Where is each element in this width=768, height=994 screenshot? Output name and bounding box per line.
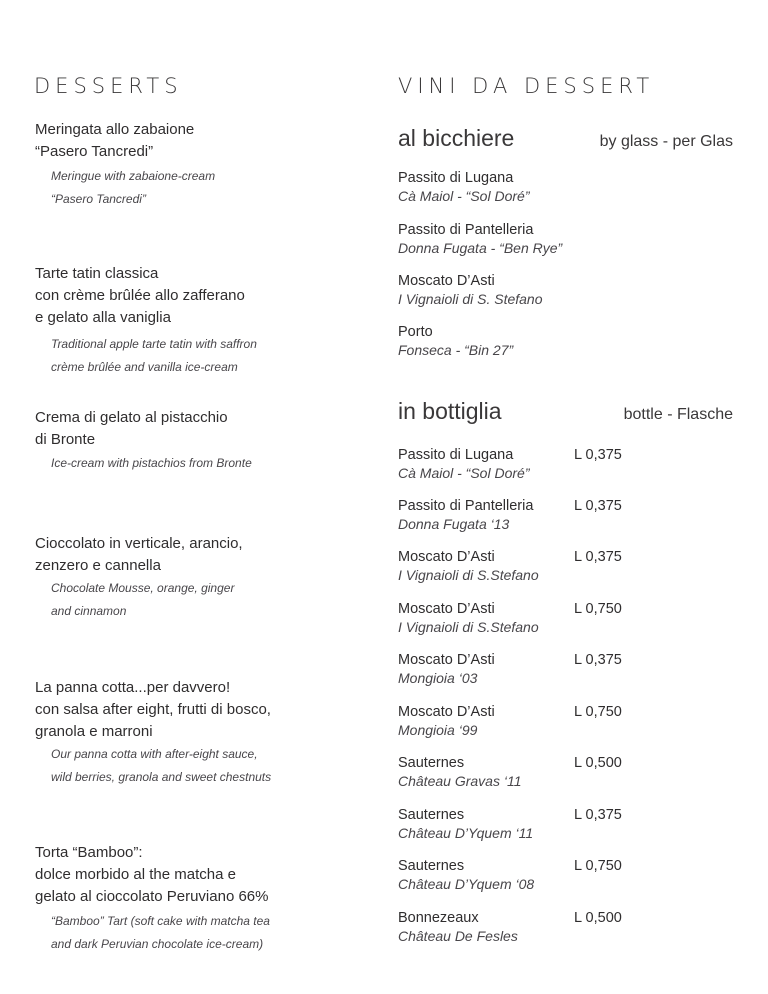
by-bottle-note: bottle - Flasche — [623, 406, 733, 423]
wine-name: Sauternes — [398, 807, 465, 823]
bottle-size: L 0,375 — [574, 652, 622, 668]
dessert-name: Crema di gelato al pistacchio di Bronte — [35, 409, 228, 448]
bottle-size: L 0,375 — [574, 498, 622, 514]
wine-producer: Château Gravas ‘11 — [398, 773, 522, 789]
dessert-name: Torta “Bamboo”: dolce morbido al the matcha e gelato al cioccolato Peruviano 66% — [35, 844, 269, 905]
wine-producer: Château D’Yquem ‘11 — [398, 825, 534, 841]
desserts-title: DESSERTS — [34, 74, 183, 98]
by-glass-note: by glass - per Glas — [599, 133, 733, 150]
glass-wine-item — [398, 272, 658, 308]
wine-name: Porto — [398, 324, 433, 340]
bottle-wine-item — [398, 497, 738, 533]
bottle-wine-item — [398, 446, 738, 482]
dessert-name: Meringata allo zabaione “Pasero Tancredi” — [35, 121, 195, 160]
by-bottle-header — [398, 398, 733, 425]
dessert-description: Chocolate Mousse, orange, ginger and cinnamon — [51, 581, 235, 618]
wine-name: Moscato D’Asti — [398, 549, 495, 565]
by-glass-header — [398, 125, 733, 152]
bottle-size: L 0,500 — [574, 755, 622, 771]
dessert-item — [35, 677, 365, 789]
wine-producer: Château D’Yquem ‘08 — [398, 876, 535, 892]
wine-name: Bonnezeaux — [398, 910, 479, 926]
bottle-size: L 0,750 — [574, 704, 622, 720]
wine-producer: Cà Maiol - “Sol Doré” — [398, 188, 530, 204]
glass-wine-item — [398, 221, 658, 257]
wine-producer: Fonseca - “Bin 27” — [398, 342, 514, 358]
wine-name: Passito di Pantelleria — [398, 222, 534, 238]
wine-producer: Mongioia ‘03 — [398, 670, 478, 686]
bottle-wine-item — [398, 600, 738, 636]
dessert-name: La panna cotta...per davvero! con salsa after eight, frutti di bosco, granola e marroni — [35, 679, 271, 740]
bottle-wine-item — [398, 548, 738, 584]
wine-name: Passito di Pantelleria — [398, 498, 534, 514]
bottle-size: L 0,750 — [574, 858, 622, 874]
bottle-wine-item — [398, 703, 738, 739]
wine-name: Sauternes — [398, 755, 465, 771]
wine-name: Moscato D’Asti — [398, 704, 495, 720]
bottle-size: L 0,375 — [574, 447, 622, 463]
glass-wine-item — [398, 323, 658, 359]
by-bottle-title: in bottiglia — [398, 398, 502, 424]
dessert-description: Traditional apple tarte tatin with saffron crème brûlée and vanilla ice-cream — [51, 337, 257, 374]
wine-producer: Cà Maiol - “Sol Doré” — [398, 465, 530, 481]
dessert-item — [35, 407, 365, 475]
bottle-wine-item — [398, 754, 738, 790]
wine-name: Passito di Lugana — [398, 447, 514, 463]
wine-name: Moscato D’Asti — [398, 601, 495, 617]
wine-producer: Donna Fugata ‘13 — [398, 516, 510, 532]
bottle-size: L 0,375 — [574, 807, 622, 823]
wine-name: Sauternes — [398, 858, 465, 874]
dessert-name: Cioccolato in verticale, arancio, zenzero e cannella — [35, 535, 243, 574]
dessert-wines-title: VINI DA DESSERT — [398, 74, 655, 98]
by-glass-title: al bicchiere — [398, 125, 515, 151]
wine-producer: I Vignaioli di S.Stefano — [398, 619, 539, 635]
wine-producer: Mongioia ‘99 — [398, 722, 478, 738]
bottle-wine-item — [398, 651, 738, 687]
dessert-description: Meringue with zabaione-cream “Pasero Tancredi” — [51, 169, 216, 206]
wine-name: Moscato D’Asti — [398, 273, 495, 289]
wine-name: Passito di Lugana — [398, 170, 514, 186]
dessert-item — [35, 533, 365, 623]
glass-wine-item — [398, 169, 658, 205]
dessert-description: Ice-cream with pistachios from Bronte — [51, 456, 252, 470]
dessert-item — [35, 842, 365, 956]
wine-producer: Château De Fesles — [398, 928, 518, 944]
bottle-size: L 0,500 — [574, 910, 622, 926]
dessert-name: Tarte tatin classica con crème brûlée allo zafferano e gelato alla vaniglia — [35, 265, 245, 326]
wine-producer: I Vignaioli di S.Stefano — [398, 567, 539, 583]
bottle-size: L 0,375 — [574, 549, 622, 565]
bottle-wine-item — [398, 806, 738, 842]
bottle-wine-item — [398, 857, 738, 893]
bottle-size: L 0,750 — [574, 601, 622, 617]
dessert-item — [35, 263, 365, 379]
wine-name: Moscato D’Asti — [398, 652, 495, 668]
wine-producer: I Vignaioli di S. Stefano — [398, 291, 543, 307]
bottle-wine-item — [398, 909, 738, 945]
dessert-item — [35, 119, 365, 211]
dessert-description: “Bamboo” Tart (soft cake with matcha tea and dark Peruvian chocolate ice-cream) — [51, 914, 270, 951]
wine-producer: Donna Fugata - “Ben Rye” — [398, 240, 563, 256]
dessert-description: Our panna cotta with after-eight sauce, wild berries, granola and sweet chestnuts — [51, 747, 272, 784]
